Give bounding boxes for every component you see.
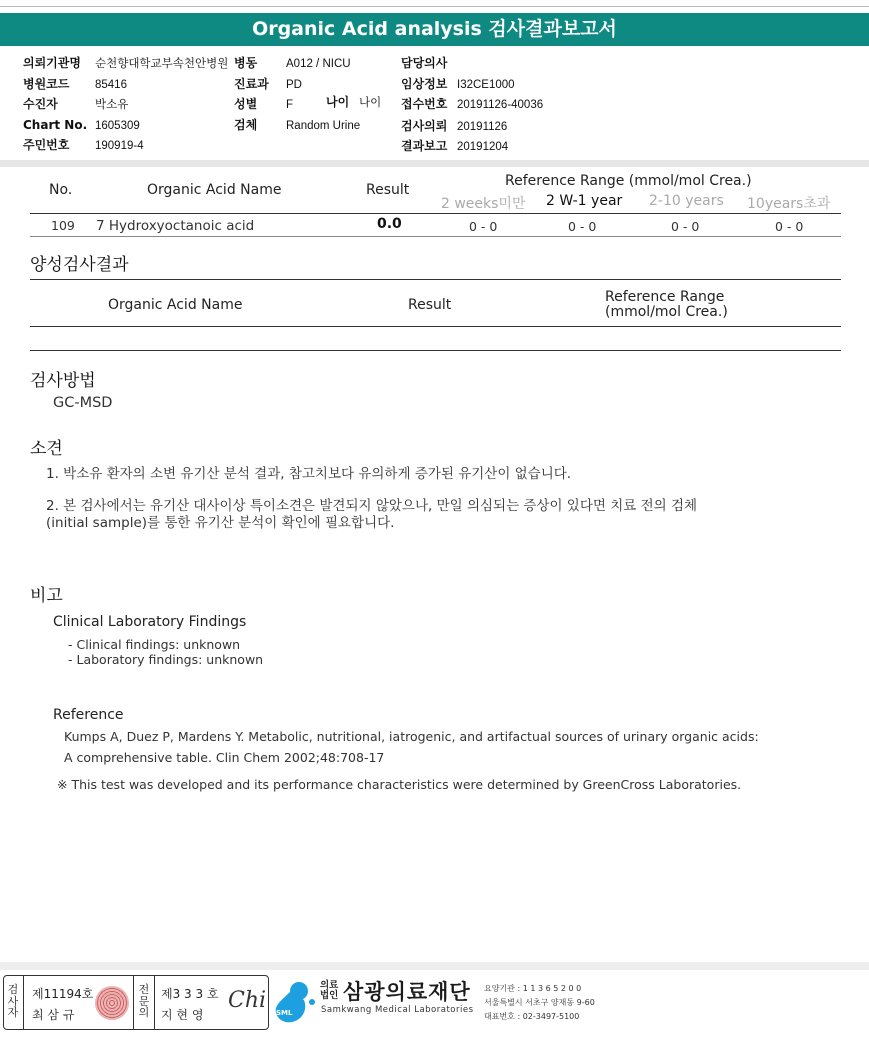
org-prefix-1: 의료 [320,980,339,991]
finding-item-2-line2: (initial sample)를 통한 유기산 분석이 확인에 필요합니다. [46,515,395,531]
org-prefix [320,981,338,1001]
clinical-findings-title: Clinical Laboratory Findings [53,614,247,630]
value-sex: F [286,99,294,111]
report-title: Organic Acid analysis 검사결과보고서 [0,13,869,46]
org-prefix-2: 법인 [320,990,339,1001]
header-col1 [23,54,228,157]
laboratory-findings-item: - Laboratory findings: unknown [68,652,264,667]
clinical-findings-item: - Clinical findings: unknown [68,637,241,652]
org-name: 삼광의료재단 [343,980,471,1004]
table-row [0,216,869,236]
ref-col-2weeks: 2 weeks미만 [441,196,526,212]
top-border [0,6,869,7]
value-report-date: 20191204 [457,141,509,153]
inspector-label [7,984,19,1019]
org-subtitle: Samkwang Medical Laboratories [321,1005,474,1015]
reference-title: Reference [53,707,124,723]
row-range-2weeks: 0 - 0 [469,219,498,234]
positive-divider-mid [30,326,841,327]
finding-item-2-line1: 2. 본 검사에서는 유기산 대사이상 특이소견은 발견되지 않았으나, 만일 의심되는 증상이 있다면 치료 전의 검체 [46,498,698,514]
label-accession-no: 접수번호 [401,97,448,111]
label-age: 나이 [326,95,350,109]
col-header-name: Organic Acid Name [147,182,282,198]
footer-band [0,962,869,970]
ref-col-2w-1year: 2 W-1 year [546,193,623,209]
row-range-2-10years: 0 - 0 [671,219,700,234]
label-clinical-info: 임상정보 [401,76,448,91]
positive-header-ref-1: Reference Range [605,289,725,305]
method-value: GC-MSD [53,395,113,411]
signature: Chi [228,988,267,1013]
value-request-date: 20191126 [457,120,508,133]
ref-col-2-10years: 2-10 years [649,193,724,209]
specialist-char-3: 의 [138,1006,150,1019]
label-specimen: 검체 [234,117,258,132]
value-institution: 순천향대학교부속천안병원 [95,58,229,70]
positive-header-ref-2: (mmol/mol Crea.) [605,304,728,320]
row-range-10years: 0 - 0 [775,219,804,234]
value-resident-no: 190919-4 [95,140,144,152]
value-accession-no: 20191126-40036 [457,99,544,111]
positive-header-result: Result [408,297,452,313]
box-divider-2 [133,976,134,1029]
inspector-name: 최 삼 규 [32,1008,75,1022]
value-specimen: Random Urine [286,119,361,132]
value-age: 나이 [359,97,382,109]
inspector-char-1: 검 [7,983,19,996]
label-institution: 의뢰기관명 [23,56,81,70]
col-header-result: Result [366,182,410,198]
method-title: 검사방법 [30,371,96,391]
reference-line-1: Kumps A, Duez P, Mardens Y. Metabolic, nutritional, iatrogenic, and artifactual sources of urinary organic acids: [64,729,759,744]
value-chart-no: 1605309 [95,119,140,132]
label-report-date: 결과보고 [401,139,448,153]
label-department: 진료과 [234,76,269,91]
positive-title: 양성검사결과 [30,255,129,275]
label-request-date: 검사의뢰 [401,118,448,133]
value-hospital-code: 85416 [95,78,127,91]
reference-line-2: A comprehensive table. Clin Chem 2002;48:708-17 [64,750,385,765]
development-note: ※ This test was developed and its performance characteristics were determined by GreenCross Laboratories. [57,777,742,792]
label-resident-no: 주민번호 [23,138,70,152]
ref-col-10years: 10years초과 [747,196,831,212]
label-patient: 수진자 [23,97,58,111]
specialist-label [138,984,150,1019]
row-range-2w-1year: 0 - 0 [568,219,597,234]
finding-item-1: 1. 박소유 환자의 소변 유기산 분석 결과, 참고치보다 유의하게 증가된 유기산이 없습니다. [46,466,572,482]
org-info-address: 서울특별시 서초구 양재동 9-60 [484,998,595,1007]
positive-divider-bottom [30,350,841,351]
seal-stamp-icon [95,986,129,1020]
label-doctor: 담당의사 [401,56,448,70]
specialist-name: 지 현 영 [161,1008,204,1022]
org-info-phone: 대표번호 : 02-3497-5100 [484,1012,580,1021]
value-department: PD [286,78,302,91]
org-info-code: 요양기관 : 1 1 3 6 5 2 0 0 [484,984,582,993]
label-hospital-code: 병원코드 [23,76,70,91]
value-patient: 박소유 [95,99,129,111]
inspector-license: 제11194호 [32,987,94,1001]
positive-header-name: Organic Acid Name [108,297,243,313]
remarks-title: 비고 [30,586,63,606]
box-divider-1 [23,976,24,1029]
sml-logo-icon [272,978,316,1026]
signature-box [3,975,269,1030]
header-col3 [401,54,543,158]
header-separator [0,160,869,167]
org-info [484,982,595,1024]
label-sex: 성별 [234,97,258,111]
label-ward: 병동 [234,56,258,70]
row-result: 0.0 [377,216,402,232]
logo-text: SML [276,1009,293,1017]
specialist-license: 제3 3 3 호 [161,987,219,1001]
header-age [326,93,381,114]
inspector-char-2: 사 [7,994,19,1008]
value-ward: A012 / NICU [286,58,351,70]
row-no: 109 [51,218,75,233]
col-header-reference: Reference Range (mmol/mol Crea.) [505,173,752,189]
box-divider-3 [154,976,155,1029]
findings-title: 소견 [30,439,63,459]
positive-divider-top [30,279,841,280]
value-clinical-info: I32CE1000 [457,78,515,91]
row-name: 7 Hydroxyoctanoic acid [96,218,255,234]
table-divider-top [30,213,841,214]
specialist-char-2: 문 [138,994,150,1008]
inspector-char-3: 자 [7,1006,19,1019]
table-divider-bottom [30,236,841,237]
label-chart-no: Chart No. [23,117,88,132]
specialist-char-1: 전 [138,983,150,996]
col-header-no: No. [49,182,73,198]
